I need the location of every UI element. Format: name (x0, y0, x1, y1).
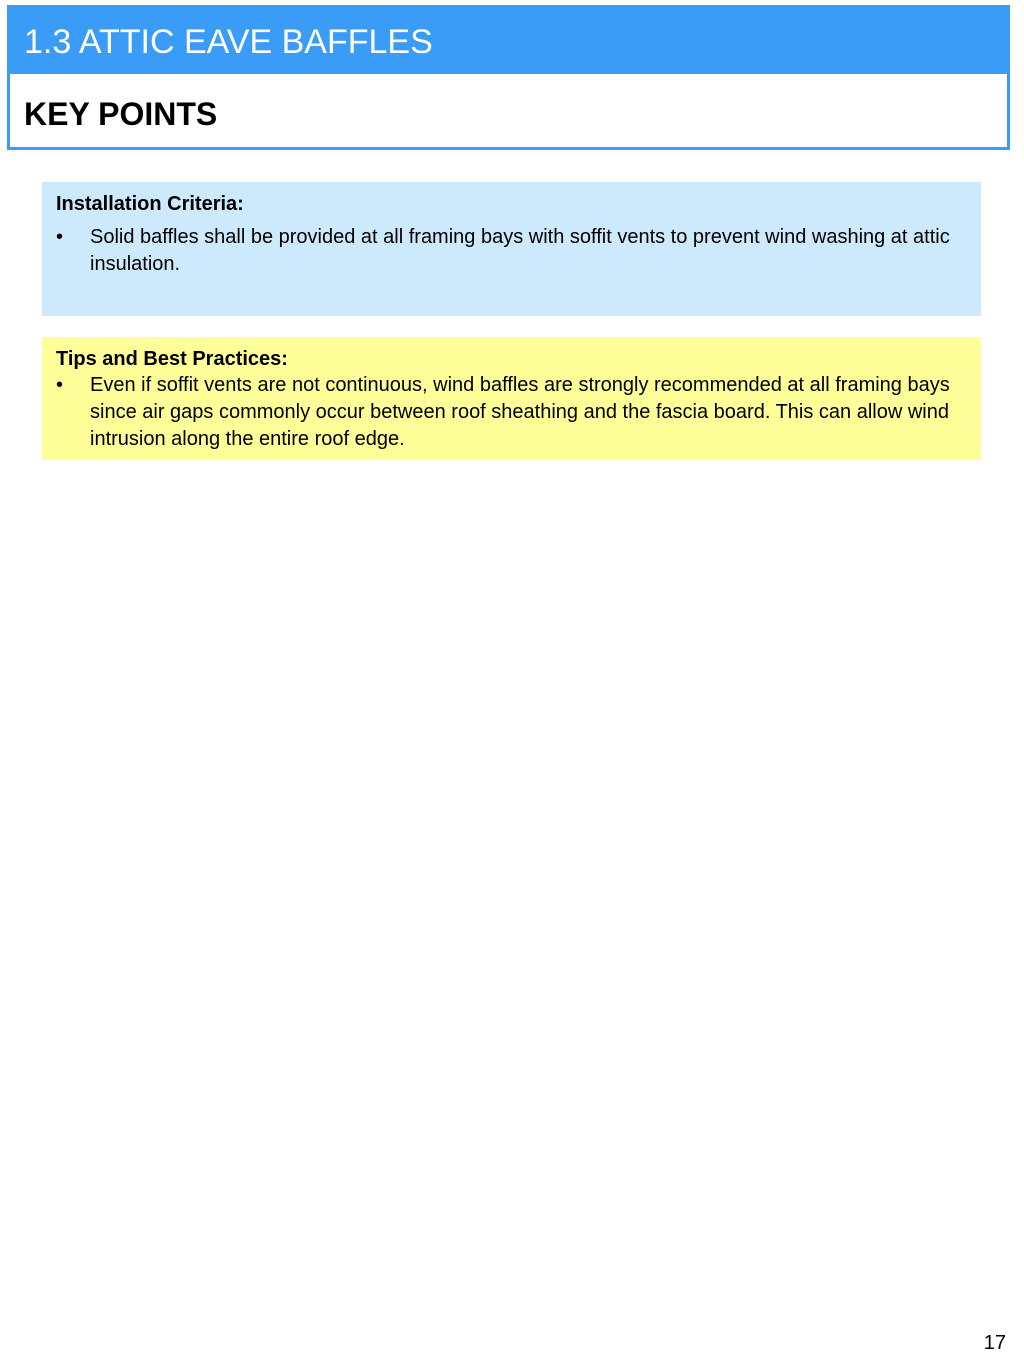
installation-criteria-heading: Installation Criteria: (56, 193, 244, 215)
installation-criteria-panel (42, 182, 981, 316)
key-points-heading: KEY POINTS (24, 96, 218, 132)
bullet-icon: • (56, 226, 64, 248)
bullet-text: Solid baffles shall be provided at all framing bays with soffit vents to prevent wind washing at attic insulation. (90, 226, 950, 275)
section-title-bar (10, 8, 1007, 74)
tips-heading: Tips and Best Practices: (56, 348, 288, 370)
list-item (56, 224, 967, 278)
page-number: 17 (983, 1332, 1006, 1354)
section-title: 1.3 ATTIC EAVE BAFFLES (24, 23, 433, 61)
slide-header (7, 5, 1010, 150)
bullet-text: Even if soffit vents are not continuous, wind baffles are strongly recommended at all framing bays since air gaps commonly occur between roof sheathing and the fascia board. This can allow wind intrusion along the entire roof edge. (90, 374, 950, 450)
tips-panel (42, 337, 981, 460)
list-item (56, 372, 967, 453)
bullet-icon: • (56, 374, 64, 396)
